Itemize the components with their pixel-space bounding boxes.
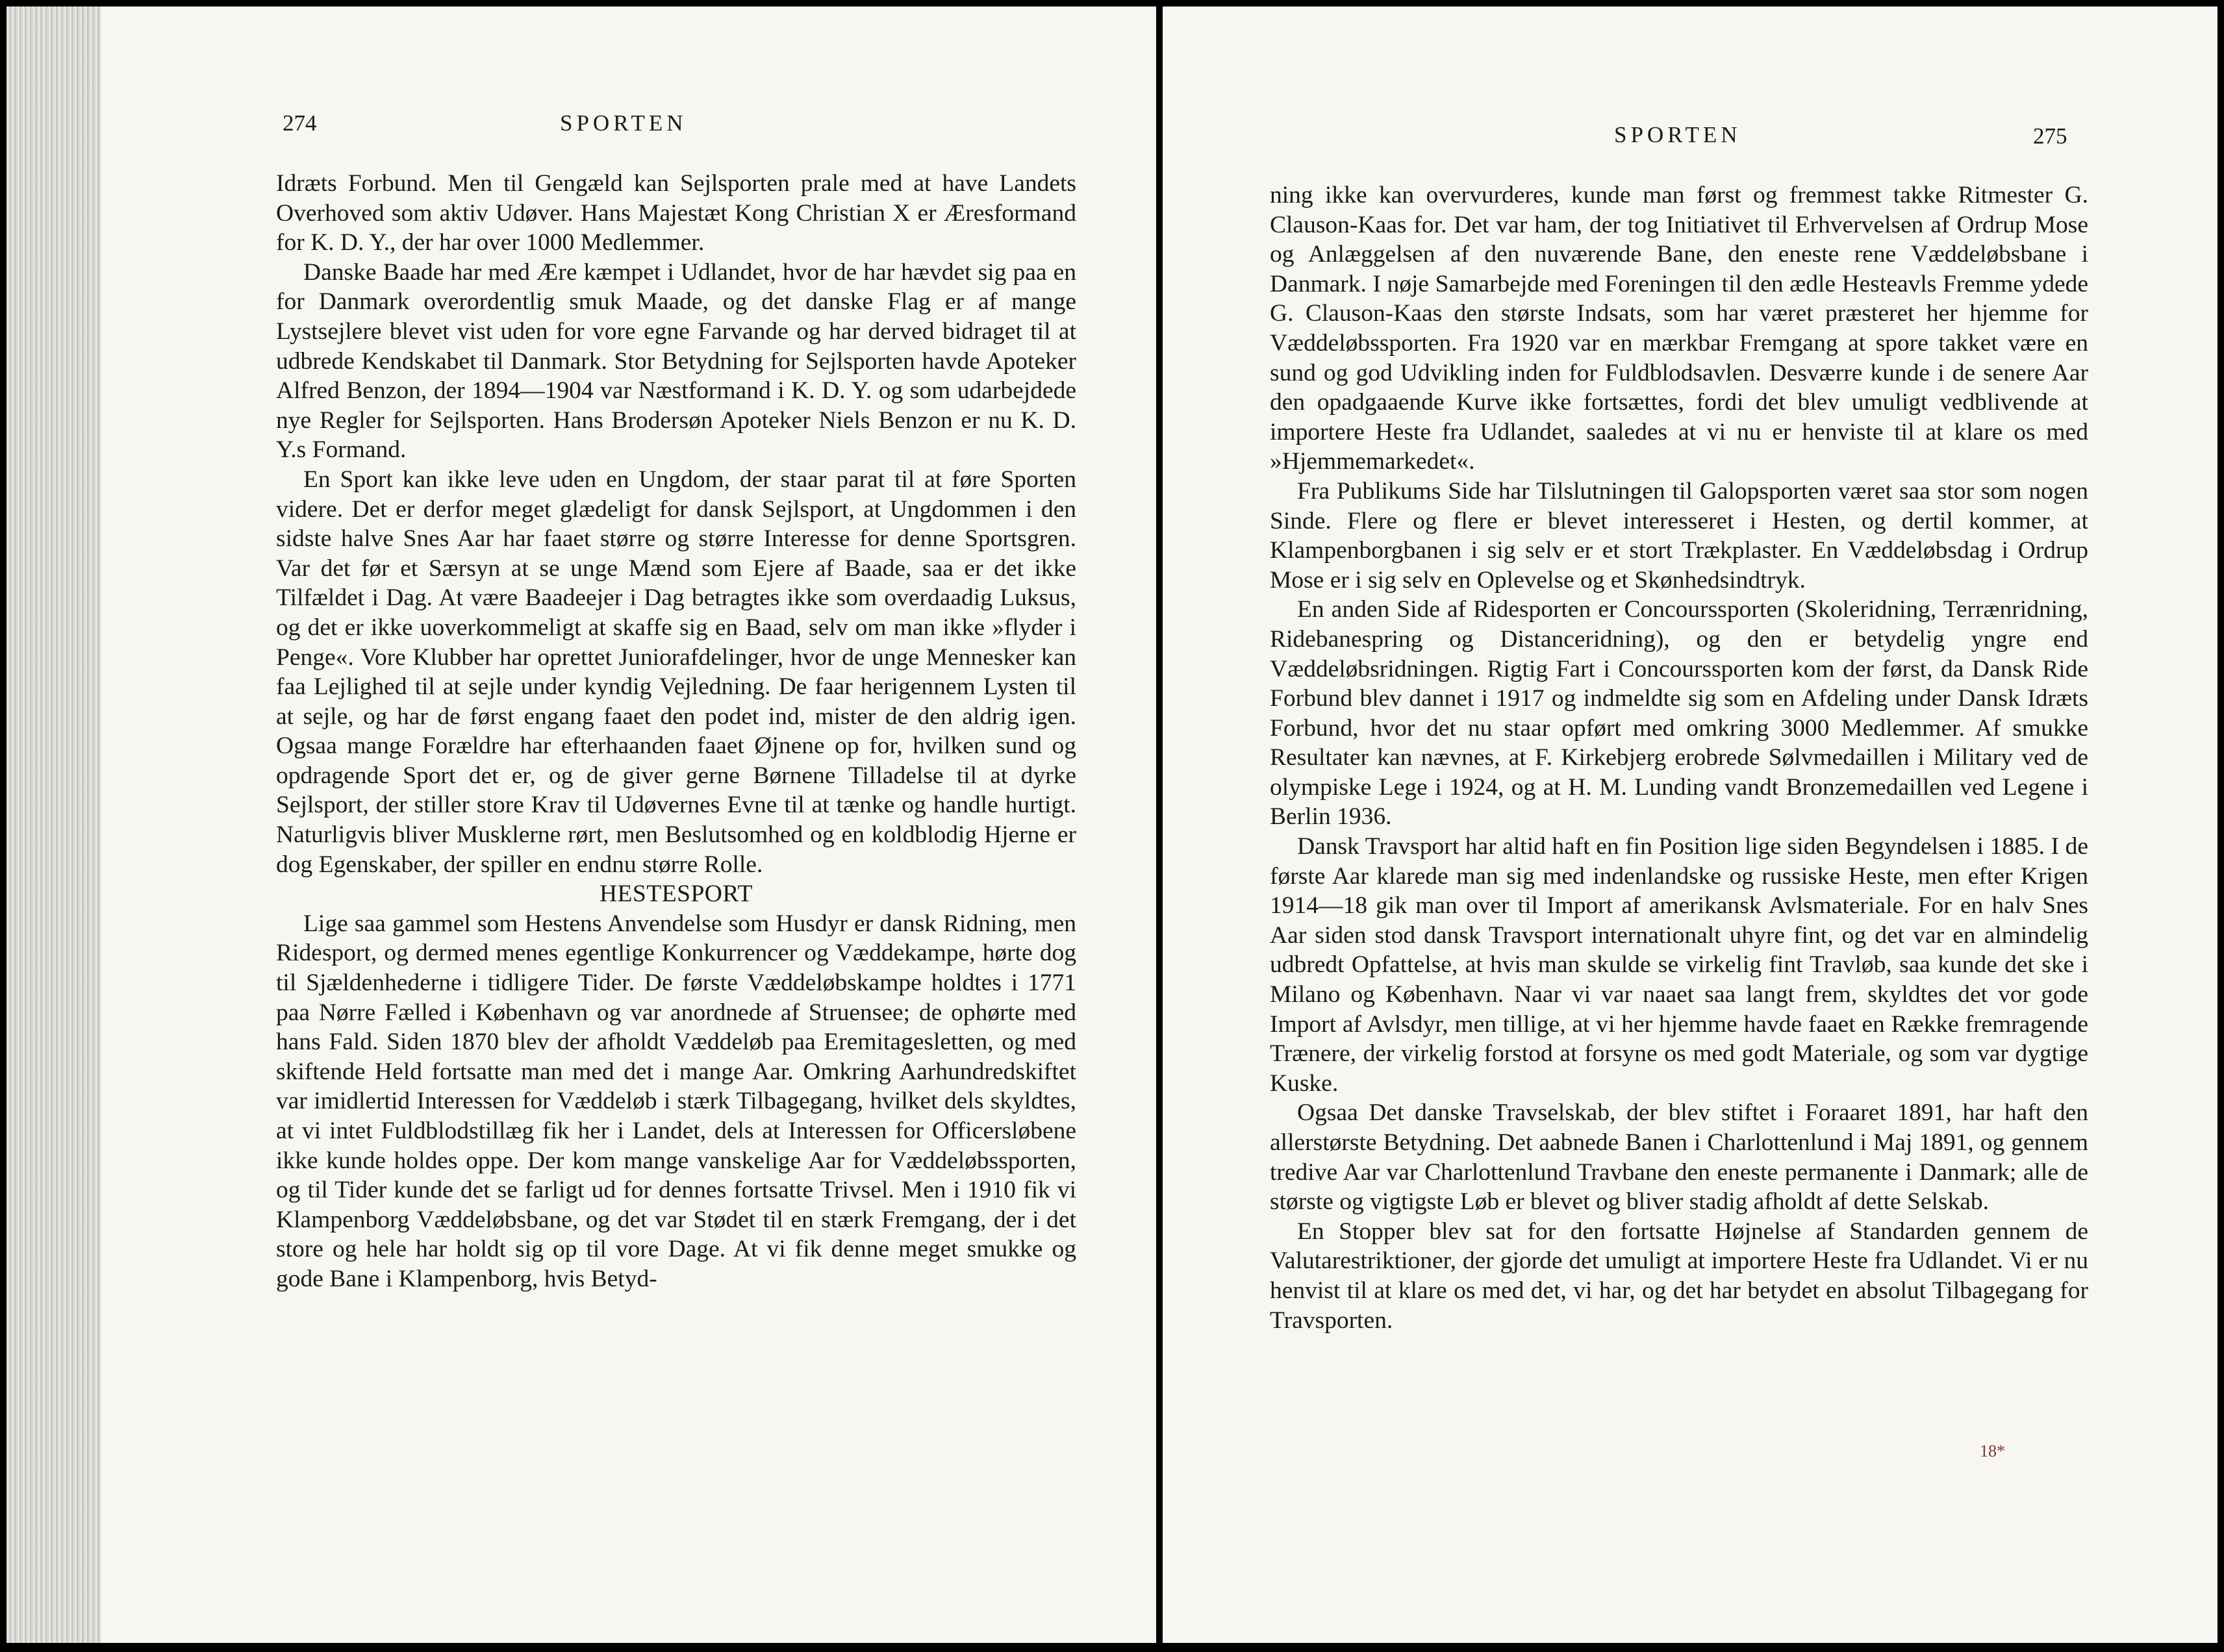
right-page bbox=[1163, 6, 2218, 1643]
page-edges bbox=[6, 6, 101, 1643]
paragraph: Fra Publikums Side har Tilslutningen til Galopsporten været saa stor som nogen Sinde. Flere og flere er blevet interesseret i Hesten, og dertil kommer, at Klampenborgbanen i sig selv er et stort Trækplaster. En Væddeløbsdag i Ordrup Mose er i sig selv en Oplevelse og et Skønhedsindtryk. bbox=[1270, 477, 2088, 594]
signature-mark: 18* bbox=[1980, 1442, 2005, 1460]
paragraph: Ogsaa Det danske Travselskab, der blev stiftet i Foraaret 1891, har haft den allerstørste Betydning. Det aabnede Banen i Charlottenlund i Maj 1891, og gennem tredive Aar var Charlottenlund Travbane den eneste permanente i Danmark; alle de største og vigtigste Løb er blevet og bliver stadig afholdt af dette Selskab. bbox=[1270, 1099, 2088, 1216]
left-text-column bbox=[276, 169, 1076, 1294]
left-page bbox=[6, 6, 1156, 1643]
paragraph: Danske Baade har med Ære kæmpet i Udlandet, hvor de har hævdet sig paa en for Danmark overordentlig smuk Maade, og det danske Flag er af mange Lystsejlere blevet vist uden for vore egne Farvande og har derved bidraget til at udbrede Kendskabet til Danmark. Stor Betydning for Sejlsporten havde Apoteker Alfred Benzon, der 1894—1904 var Næstformand i K. D. Y. og som udarbejdede nye Regler for Sejlsporten. Hans Brodersøn Apoteker Niels Benzon er nu K. D. Y.s Formand. bbox=[276, 258, 1076, 464]
paragraph: Lige saa gammel som Hestens Anvendelse som Husdyr er dansk Ridning, men Ridesport, og dermed menes egentlige Konkurrencer og Væddekampe, hørte dog til Sjældenhederne i tidligere Tider. De første Væddeløbskampe holdtes i 1771 paa Nørre Fælled i København og var anordnede af Struensee; de ophørte med hans Fald. Siden 1870 blev der afholdt Væddeløb paa Eremitagesletten, og med skiftende Held fortsatte man med det i mange Aar. Omkring Aarhundredskiftet var imidlertid Interessen for Væddeløb i stærk Tilbagegang, hvilket dels skyldtes, at vi intet Fuldblodstillæg fik her i Landet, dels at Interessen for Officersløbene ikke kunde holdes oppe. Der kom mange vanskelige Aar for Væddeløbssporten, og til Tider kunde det se farligt ud for dennes fortsatte Trivsel. Men i 1910 fik vi Klampenborg Væddeløbsbane, og det var Stødet til en stærk Fremgang, der i det store og hele har holdt sig op til vore Dage. At vi fik denne meget smukke og gode Bane i Klampenborg, hvis Betyd- bbox=[276, 910, 1076, 1292]
paragraph: ning ikke kan overvurderes, kunde man først og fremmest takke Ritmester G. Clauson-Kaas for. Det var ham, der tog Initiativet til Erhvervelsen af Ordrup Mose og Anlæggelsen af den nuværende Bane, den eneste rene Væddeløbsbane i Danmark. I nøje Samarbejde med Foreningen til den ædle Hesteavls Fremme ydede G. Clauson-Kaas den største Indsats, som har været præsteret her hjemme for Væddeløbssporten. Fra 1920 var en mærkbar Fremgang at spore takket være en sund og god Udvikling inden for Fuldblodsavlen. Desværre kunde i de senere Aar den opadgaaende Kurve ikke fortsættes, fordi det blev umuligt vedblivende at importere Heste fra Udlandet, saaledes at vi nu er henviste til at klare os med »Hjemmemarkedet«. bbox=[1270, 182, 2088, 475]
paragraph: En anden Side af Ridesporten er Concourssporten (Skoleridning, Terrænridning, Ridebanespring og Distanceridning), og den er betydelig yngre end Væddeløbsridningen. Rigtig Fart i Concourssporten kom der først, da Dansk Ride Forbund blev dannet i 1917 og indmeldte sig som en Afdeling under Dansk Idræts Forbund, hvor det nu staar opført med omkring 3000 Medlemmer. Af smukke Resultater kan nævnes, at F. Kirkebjerg erobrede Sølvmedaillen i Military ved de olympiske Lege i 1924, og at H. M. Lunding vandt Bronzemedaillen ved Legene i Berlin 1936. bbox=[1270, 596, 2088, 831]
paragraph: En Stopper blev sat for den fortsatte Højnelse af Standarden gennem de Valutarestriktioner, der gjorde det umuligt at importere Heste fra Udlandet. Vi er nu henvist til at klare os med det, vi har, og det har betydet en absolut Tilbagegang for Travsporten. bbox=[1270, 1218, 2088, 1334]
right-text-column bbox=[1270, 181, 2088, 1335]
paragraph: Idræts Forbund. Men til Gengæld kan Sejlsporten prale med at have Landets Overhoved som aktiv Udøver. Hans Majestæt Kong Christian X er Æresformand for K. D. Y., der har over 1000 Medlemmer. bbox=[276, 170, 1076, 257]
section-heading: HESTESPORT bbox=[599, 881, 753, 908]
paragraph: En Sport kan ikke leve uden en Ungdom, der staar parat til at føre Sporten videre. Det er derfor meget glædeligt for dansk Sejlsport, at Ungdommen i den sidste halve Snes Aar har faaet større og større Interesse for denne Sportsgren. Var det før et Særsyn at se unge Mænd som Ejere af Baade, saa er det ikke Tilfældet i Dag. At være Baadeejer i Dag betragtes ikke som overdaadig Luksus, og det er ikke uoverkommeligt at skaffe sig en Baad, selv om man ikke »flyder i Penge«. Vore Klubber har oprettet Juniorafdelinger, hvor de unge Mennesker kan faa Lejlighed til at sejle under kyndig Vejledning. De faar herigennem Lysten til at sejle, og har de først engang faaet den podet ind, mister de den aldrig igen. Ogsaa mange Forældre har efterhaanden faaet Øjnene op for, hvilken sund og opdragende Sport det er, og de giver gerne Børnene Tilladelse til at dyrke Sejlsport, der stiller store Krav til Udøvernes Evne til at tænke og handle hurtigt. Naturligvis bliver Musklerne rørt, men Beslutsomhed og en koldblodig Hjerne er dog Egenskaber, der spiller en endnu større Rolle. bbox=[276, 466, 1076, 878]
page-number-right: 275 bbox=[2033, 123, 2067, 149]
page-number-left: 274 bbox=[283, 110, 317, 136]
running-head-left: SPORTEN bbox=[560, 110, 687, 136]
running-head-right: SPORTEN bbox=[1614, 122, 1741, 147]
paragraph: Dansk Travsport har altid haft en fin Position lige siden Begyndelsen i 1885. I de første Aar klarede man sig med indenlandske og russiske Heste, men efter Krigen 1914—18 gik man over til Import af amerikansk Avlsmateriale. For en halv Snes Aar siden stod dansk Travsport internationalt uhyre fint, og det var en almindelig udbredt Opfattelse, at hvis man skulde se virkelig fint Travløb, saa kunde det ske i Milano og København. Naar vi var naaet saa langt frem, skyldtes det vor gode Import af Avlsdyr, men tillige, at vi her hjemme havde faaet en Række fremragende Trænere, der virkelig forstod at forsyne os med godt Materiale, og som var dygtige Kuske. bbox=[1270, 833, 2088, 1097]
